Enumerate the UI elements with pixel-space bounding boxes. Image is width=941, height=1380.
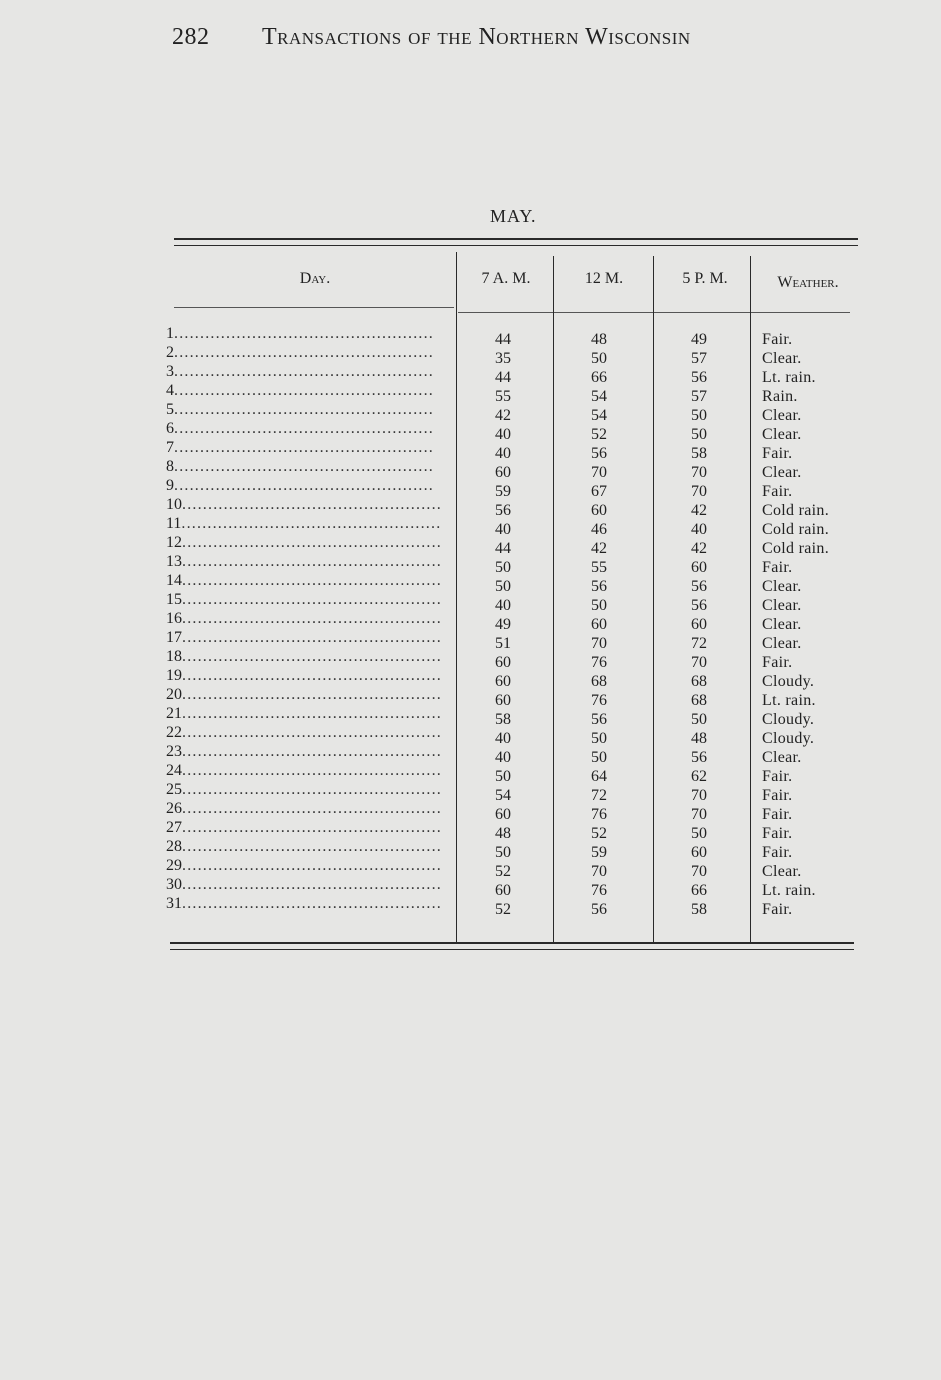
- day-cell: 20..................................................: [166, 686, 442, 703]
- temp-noon-cell: 50: [591, 730, 607, 747]
- temp-5pm-cell: 56: [691, 749, 707, 766]
- weather-cell: Rain.: [762, 388, 798, 405]
- running-title: Transactions of the Northern Wisconsin: [262, 24, 691, 50]
- day-cell: 19..................................................: [166, 667, 442, 684]
- temp-5pm-cell: 56: [691, 597, 707, 614]
- temp-5pm-cell: 50: [691, 825, 707, 842]
- day-cell: 6..................................................: [166, 420, 434, 437]
- temp-5pm-cell: 40: [691, 521, 707, 538]
- temp-5pm-cell: 66: [691, 882, 707, 899]
- temp-5pm-cell: 60: [691, 559, 707, 576]
- temp-5pm-cell: 57: [691, 388, 707, 405]
- temp-5pm-cell: 68: [691, 692, 707, 709]
- temp-5pm-cell: 56: [691, 578, 707, 595]
- temp-noon-cell: 50: [591, 350, 607, 367]
- temp-noon-cell: 60: [591, 502, 607, 519]
- day-cell: 1..................................................: [166, 325, 434, 342]
- temp-5pm-cell: 60: [691, 844, 707, 861]
- temp-5pm-cell: 50: [691, 426, 707, 443]
- temp-noon-cell: 42: [591, 540, 607, 557]
- temp-noon-cell: 54: [591, 407, 607, 424]
- temp-noon-cell: 54: [591, 388, 607, 405]
- day-cell: 17..................................................: [166, 629, 442, 646]
- day-cell: 23..................................................: [166, 743, 442, 760]
- day-cell: 25..................................................: [166, 781, 442, 798]
- temp-7am-cell: 44: [495, 540, 511, 557]
- weather-cell: Fair.: [762, 787, 793, 804]
- temp-7am-cell: 60: [495, 464, 511, 481]
- weather-cell: Fair.: [762, 901, 793, 918]
- day-cell: 28..................................................: [166, 838, 442, 855]
- temp-7am-cell: 49: [495, 616, 511, 633]
- temp-5pm-cell: 68: [691, 673, 707, 690]
- temp-7am-cell: 50: [495, 844, 511, 861]
- bottom-rule: [170, 942, 854, 944]
- day-cell: 27..................................................: [166, 819, 442, 836]
- temp-noon-cell: 55: [591, 559, 607, 576]
- temp-5pm-cell: 70: [691, 863, 707, 880]
- day-cell: 24..................................................: [166, 762, 442, 779]
- weather-cell: Cloudy.: [762, 730, 815, 747]
- temp-7am-cell: 40: [495, 521, 511, 538]
- weather-cell: Fair.: [762, 559, 793, 576]
- temp-7am-cell: 44: [495, 331, 511, 348]
- header-day: Day.: [299, 270, 331, 287]
- temp-7am-cell: 54: [495, 787, 511, 804]
- header-7am: 7 A. M.: [481, 270, 531, 287]
- temp-5pm-cell: 60: [691, 616, 707, 633]
- temp-noon-cell: 72: [591, 787, 607, 804]
- temp-noon-cell: 52: [591, 825, 607, 842]
- temp-5pm-cell: 50: [691, 407, 707, 424]
- temp-7am-cell: 60: [495, 692, 511, 709]
- running-header: [172, 24, 691, 51]
- temp-noon-cell: 56: [591, 711, 607, 728]
- weather-cell: Lt. rain.: [762, 882, 816, 899]
- weather-cell: Clear.: [762, 350, 802, 367]
- weather-cell: Clear.: [762, 464, 802, 481]
- temp-noon-cell: 68: [591, 673, 607, 690]
- day-cell: 3..................................................: [166, 363, 434, 380]
- temp-7am-cell: 50: [495, 559, 511, 576]
- day-cell: 8..................................................: [166, 458, 434, 475]
- temp-noon-cell: 70: [591, 635, 607, 652]
- temp-7am-cell: 44: [495, 369, 511, 386]
- header-rule-day: [174, 307, 454, 308]
- weather-cell: Fair.: [762, 654, 793, 671]
- temp-7am-cell: 40: [495, 749, 511, 766]
- temp-noon-cell: 70: [591, 863, 607, 880]
- col-divider-1: [456, 252, 457, 942]
- temp-noon-cell: 76: [591, 654, 607, 671]
- temp-7am-cell: 48: [495, 825, 511, 842]
- temp-5pm-cell: 57: [691, 350, 707, 367]
- temp-noon-cell: 67: [591, 483, 607, 500]
- temp-7am-cell: 60: [495, 882, 511, 899]
- day-cell: 30..................................................: [166, 876, 442, 893]
- temp-noon-cell: 64: [591, 768, 607, 785]
- temp-7am-cell: 60: [495, 654, 511, 671]
- temp-7am-cell: 42: [495, 407, 511, 424]
- temp-noon-cell: 66: [591, 369, 607, 386]
- temp-noon-cell: 46: [591, 521, 607, 538]
- weather-cell: Clear.: [762, 407, 802, 424]
- weather-cell: Clear.: [762, 635, 802, 652]
- col-divider-4: [750, 256, 751, 942]
- day-cell: 12..................................................: [166, 534, 442, 551]
- temp-noon-cell: 76: [591, 692, 607, 709]
- temp-noon-cell: 50: [591, 597, 607, 614]
- day-cell: 26..................................................: [166, 800, 442, 817]
- weather-cell: Fair.: [762, 825, 793, 842]
- weather-cell: Lt. rain.: [762, 692, 816, 709]
- weather-cell: Clear.: [762, 426, 802, 443]
- temp-7am-cell: 40: [495, 445, 511, 462]
- header-weather: Weather.: [777, 274, 839, 291]
- temp-7am-cell: 60: [495, 806, 511, 823]
- temp-7am-cell: 52: [495, 863, 511, 880]
- temp-5pm-cell: 56: [691, 369, 707, 386]
- header-rule-cols: [458, 312, 850, 313]
- weather-cell: Clear.: [762, 863, 802, 880]
- day-cell: 22..................................................: [166, 724, 442, 741]
- weather-cell: Fair.: [762, 844, 793, 861]
- bottom-rule-2: [170, 949, 854, 950]
- col-divider-3: [653, 256, 654, 942]
- day-cell: 5..................................................: [166, 401, 434, 418]
- temp-noon-cell: 56: [591, 901, 607, 918]
- day-cell: 7..................................................: [166, 439, 434, 456]
- temp-7am-cell: 58: [495, 711, 511, 728]
- day-cell: 14..................................................: [166, 572, 442, 589]
- weather-cell: Fair.: [762, 483, 793, 500]
- weather-cell: Clear.: [762, 749, 802, 766]
- temp-5pm-cell: 58: [691, 445, 707, 462]
- weather-cell: Cold rain.: [762, 502, 829, 519]
- weather-cell: Fair.: [762, 445, 793, 462]
- table-caption: MAY.: [490, 206, 537, 226]
- temp-7am-cell: 40: [495, 597, 511, 614]
- day-cell: 18..................................................: [166, 648, 442, 665]
- temp-5pm-cell: 48: [691, 730, 707, 747]
- temp-7am-cell: 50: [495, 578, 511, 595]
- temp-5pm-cell: 62: [691, 768, 707, 785]
- temp-noon-cell: 56: [591, 578, 607, 595]
- temp-7am-cell: 35: [495, 350, 511, 367]
- temp-noon-cell: 76: [591, 882, 607, 899]
- temp-7am-cell: 59: [495, 483, 511, 500]
- temp-noon-cell: 76: [591, 806, 607, 823]
- day-cell: 29..................................................: [166, 857, 442, 874]
- temp-5pm-cell: 49: [691, 331, 707, 348]
- temp-5pm-cell: 42: [691, 540, 707, 557]
- temp-7am-cell: 40: [495, 730, 511, 747]
- day-cell: 2..................................................: [166, 344, 434, 361]
- temp-5pm-cell: 70: [691, 806, 707, 823]
- weather-cell: Cloudy.: [762, 673, 815, 690]
- weather-cell: Clear.: [762, 616, 802, 633]
- page-number: 282: [172, 24, 210, 50]
- temp-5pm-cell: 70: [691, 483, 707, 500]
- temp-noon-cell: 60: [591, 616, 607, 633]
- col-divider-2: [553, 256, 554, 942]
- day-cell: 15..................................................: [166, 591, 442, 608]
- temp-7am-cell: 52: [495, 901, 511, 918]
- weather-cell: Fair.: [762, 806, 793, 823]
- header-5pm: 5 P. M.: [682, 270, 728, 287]
- day-cell: 31..................................................: [166, 895, 442, 912]
- weather-cell: Clear.: [762, 597, 802, 614]
- weather-cell: Fair.: [762, 331, 793, 348]
- temp-7am-cell: 51: [495, 635, 511, 652]
- weather-cell: Fair.: [762, 768, 793, 785]
- temp-5pm-cell: 42: [691, 502, 707, 519]
- temp-5pm-cell: 50: [691, 711, 707, 728]
- temp-5pm-cell: 70: [691, 654, 707, 671]
- weather-cell: Lt. rain.: [762, 369, 816, 386]
- weather-cell: Clear.: [762, 578, 802, 595]
- temp-noon-cell: 52: [591, 426, 607, 443]
- day-cell: 4..................................................: [166, 382, 434, 399]
- temp-5pm-cell: 70: [691, 787, 707, 804]
- temp-noon-cell: 59: [591, 844, 607, 861]
- day-cell: 9..................................................: [166, 477, 434, 494]
- day-cell: 10..................................................: [166, 496, 442, 513]
- temp-noon-cell: 50: [591, 749, 607, 766]
- temp-5pm-cell: 70: [691, 464, 707, 481]
- temp-noon-cell: 70: [591, 464, 607, 481]
- temp-5pm-cell: 72: [691, 635, 707, 652]
- weather-cell: Cloudy.: [762, 711, 815, 728]
- top-rule: [174, 238, 858, 240]
- top-rule-2: [174, 245, 858, 246]
- temp-noon-cell: 56: [591, 445, 607, 462]
- day-cell: 11..................................................: [166, 515, 442, 532]
- temp-7am-cell: 40: [495, 426, 511, 443]
- day-cell: 21..................................................: [166, 705, 442, 722]
- day-cell: 16..................................................: [166, 610, 442, 627]
- temp-7am-cell: 55: [495, 388, 511, 405]
- temp-7am-cell: 60: [495, 673, 511, 690]
- day-cell: 13..................................................: [166, 553, 442, 570]
- weather-cell: Cold rain.: [762, 540, 829, 557]
- temp-5pm-cell: 58: [691, 901, 707, 918]
- temp-7am-cell: 56: [495, 502, 511, 519]
- temp-noon-cell: 48: [591, 331, 607, 348]
- header-noon: 12 M.: [584, 270, 624, 287]
- temp-7am-cell: 50: [495, 768, 511, 785]
- weather-cell: Cold rain.: [762, 521, 829, 538]
